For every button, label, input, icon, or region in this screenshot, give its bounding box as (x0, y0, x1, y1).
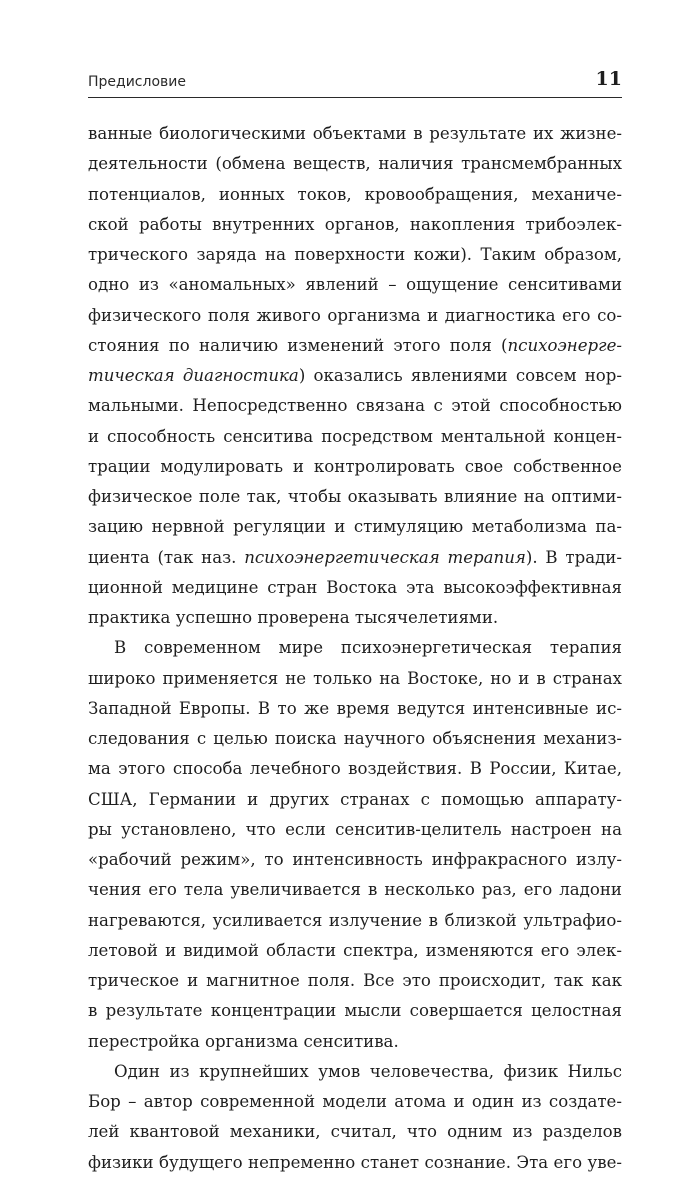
text-line (88, 1087, 622, 1117)
text-run: следования с целью поиска научного объяснения механиз- (88, 729, 622, 748)
text-run: Один из крупнейших умов человечества, физик Нильс (114, 1061, 622, 1081)
text-run: трации модулировать и контролировать свое собственное (88, 456, 622, 476)
text-run: ционной медицине стран Востока эта высокоэффективная (88, 577, 622, 597)
text-run: практика успешно проверена тысячелетиями. (88, 608, 499, 627)
text-line (88, 664, 622, 694)
text-run: одно из «аномальных» явлений – ощущение сенситивами (88, 275, 622, 295)
text-line (88, 754, 622, 784)
italic-term: психоэнергетическая терапия (244, 547, 526, 567)
text-run: зацию нервной регуляции и стимуляцию метаболизма па- (88, 517, 622, 537)
text-line (88, 966, 622, 996)
text-run: В современном мире психоэнергетическая терапия (114, 638, 622, 658)
text-run: потенциалов, ионных токов, кровообращения, механиче- (88, 184, 622, 204)
text-run: ). В тради- (525, 547, 622, 567)
text-line (88, 1117, 622, 1147)
text-run: деятельности (обмена веществ, наличия трансмембранных (88, 154, 622, 174)
text-line (88, 422, 622, 452)
text-run: лей квантовой механики, считал, что одним из разделов (88, 1122, 622, 1142)
text-line (88, 149, 622, 179)
header-rule (88, 97, 622, 98)
text-line (88, 906, 622, 936)
text-run: трическое и магнитное поля. Все это происходит, так как (88, 971, 622, 990)
text-line (88, 180, 622, 210)
text-run: в результате концентрации мысли совершается целостная (88, 1001, 622, 1021)
text-line (88, 270, 622, 300)
text-run: широко применяется не только на Востоке, но и в странах (88, 668, 622, 688)
text-run: нагреваются, усиливается излучение в близкой ультрафио- (88, 910, 622, 930)
text-line (88, 996, 622, 1026)
text-run: США, Германии и других странах с помощью аппарату- (88, 789, 622, 809)
body-text (88, 119, 622, 1178)
text-run: ры установлено, что если сенситив-целитель настроен на (88, 819, 622, 839)
page-number: 11 (595, 68, 622, 90)
text-line (88, 1148, 622, 1178)
italic-term: психоэнерге- (507, 335, 622, 355)
text-run: физики будущего непременно станет сознание. Эта его уве- (88, 1152, 622, 1172)
text-run: «рабочий режим», то интенсивность инфракрасного излу- (88, 850, 622, 869)
text-line (88, 1027, 622, 1057)
text-run: перестройка организма сенситива. (88, 1031, 399, 1051)
running-header (88, 66, 622, 94)
text-line (88, 119, 622, 149)
text-run: летовой и видимой области спектра, изменяются его элек- (88, 940, 622, 960)
text-run: ской работы внутренних органов, накопления трибоэлек- (88, 214, 622, 234)
text-run: ма этого способа лечебного воздействия. В России, Китае, (88, 759, 622, 779)
text-run: стояния по наличию изменений этого поля ( (88, 335, 508, 355)
text-run: чения его тела увеличивается в несколько раз, его ладони (88, 880, 622, 900)
text-line (88, 875, 622, 905)
italic-term: тическая диагностика (88, 366, 299, 385)
text-line (88, 724, 622, 754)
text-line (88, 694, 622, 724)
text-line (88, 301, 622, 331)
text-run: циента (так наз. (88, 547, 245, 567)
text-line (88, 603, 622, 633)
text-run: ) оказались явлениями совсем нор- (298, 366, 622, 385)
text-line (88, 240, 622, 270)
text-run: Бор – автор современной модели атома и один из создате- (88, 1092, 622, 1111)
text-line (88, 543, 622, 573)
text-line (88, 361, 622, 391)
text-run: физическое поле так, чтобы оказывать влияние на оптими- (88, 487, 622, 506)
text-line (88, 512, 622, 542)
text-run: физического поля живого организма и диагностика его со- (88, 305, 622, 325)
text-line (88, 210, 622, 240)
text-line (88, 815, 622, 845)
text-line (88, 845, 622, 875)
section-title: Предисловие (88, 74, 186, 90)
text-run: трического заряда на поверхности кожи). Таким образом, (88, 245, 622, 264)
text-run: мальными. Непосредственно связана с этой способностью (88, 396, 622, 416)
text-line (88, 573, 622, 603)
text-line (88, 482, 622, 512)
text-line (88, 1057, 622, 1087)
text-run: Западной Европы. В то же время ведутся интенсивные ис- (88, 698, 622, 718)
text-line (88, 331, 622, 361)
text-line (88, 936, 622, 966)
text-line (88, 785, 622, 815)
text-run: ванные биологическими объектами в результате их жизне- (88, 124, 622, 143)
text-line (88, 633, 622, 663)
text-line (88, 452, 622, 482)
text-line (88, 391, 622, 421)
text-run: и способность сенситива посредством ментальной концен- (88, 426, 622, 446)
